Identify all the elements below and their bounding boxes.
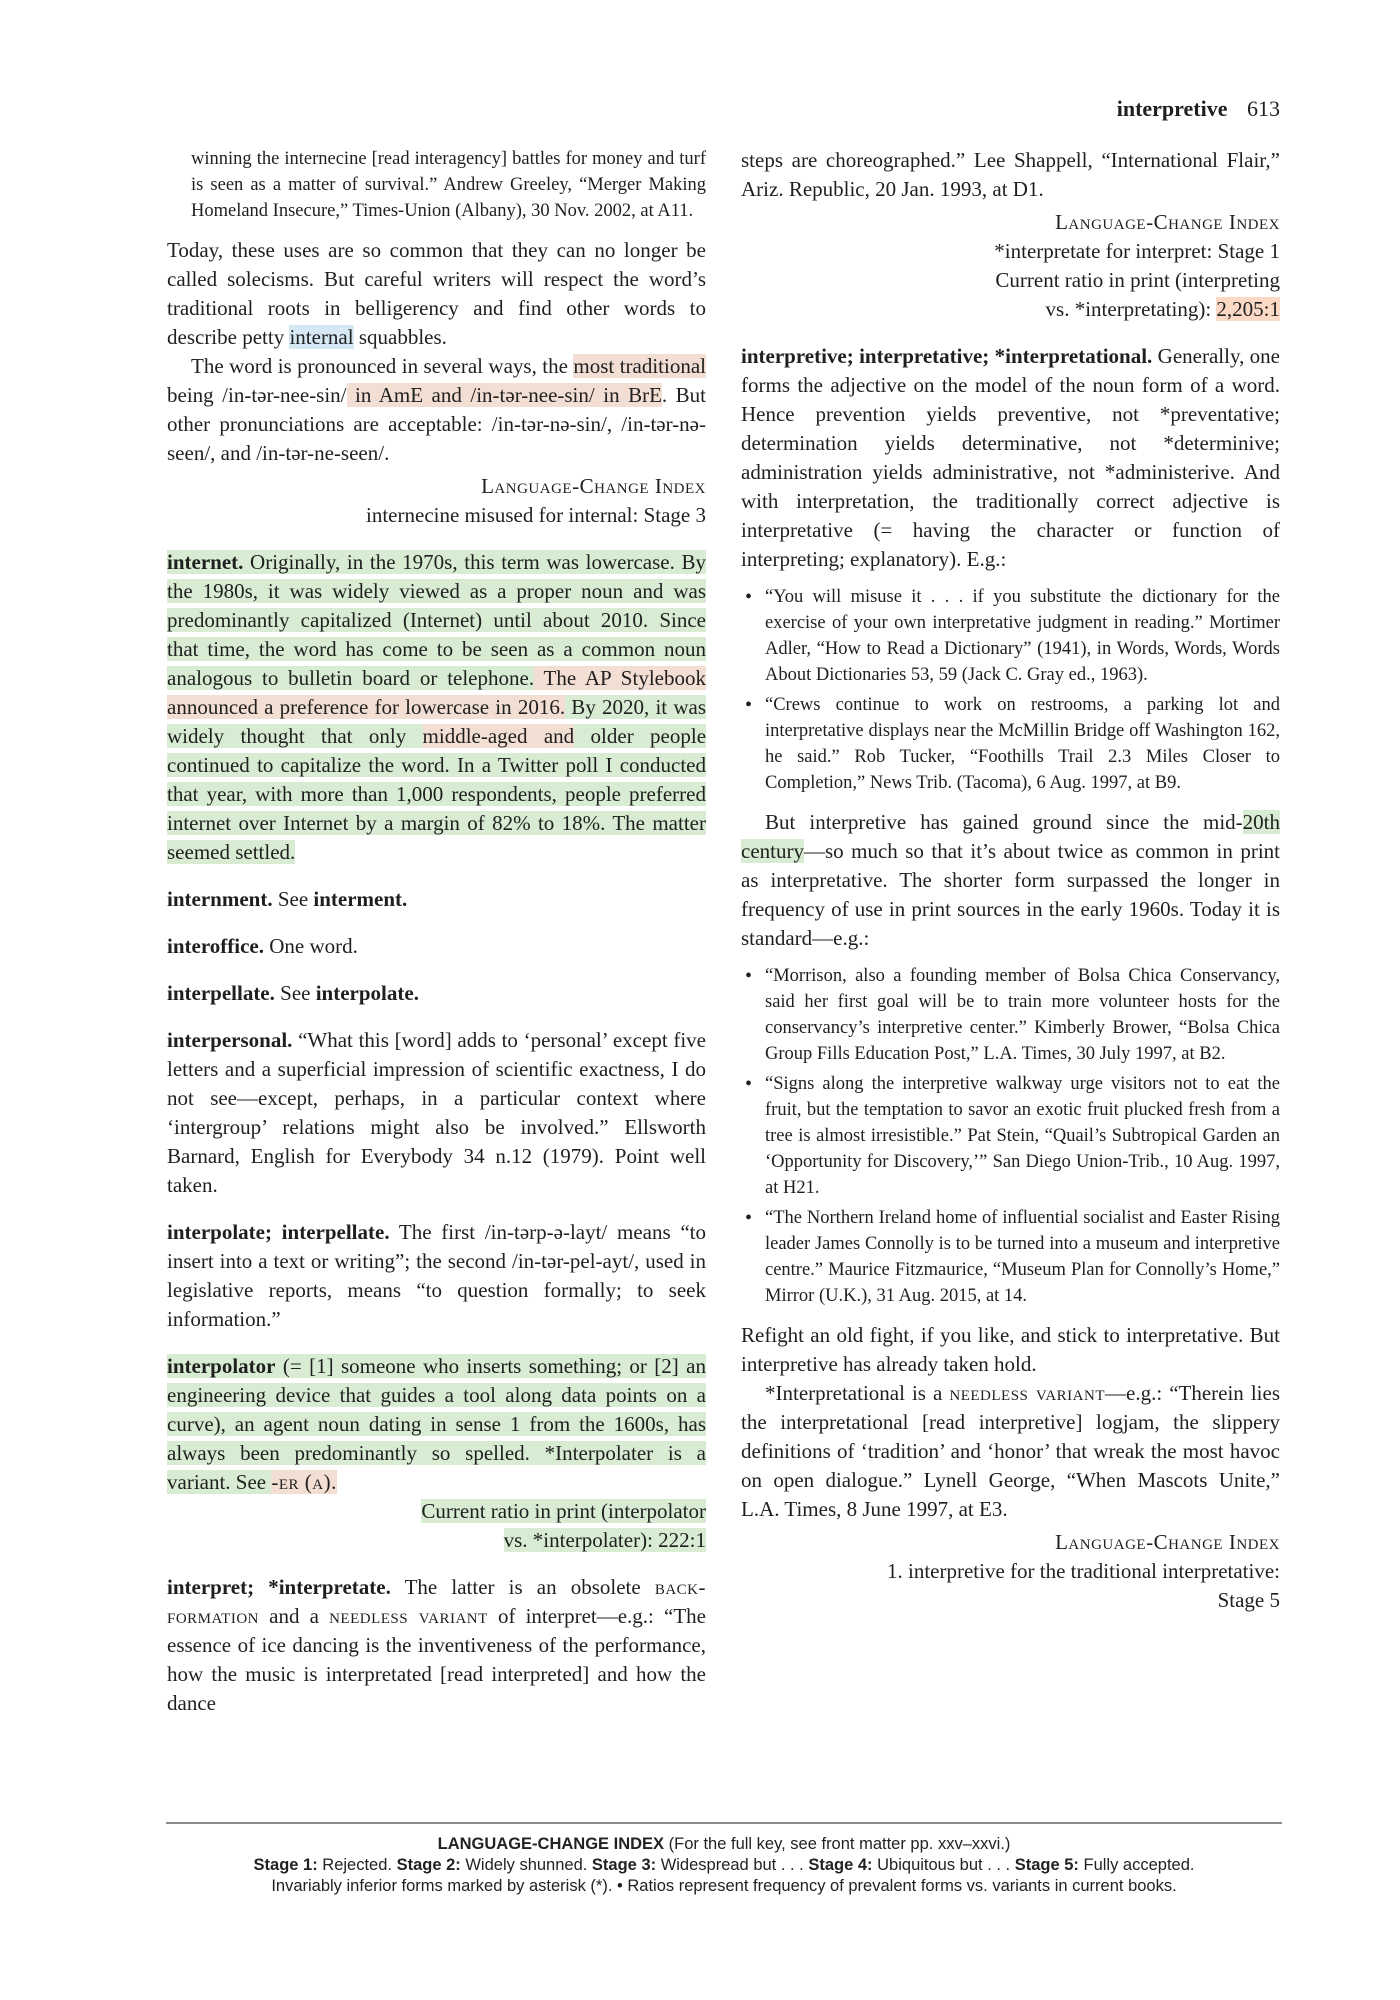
- paragraph-interpretational: *Interpretational is a needless variant—e.g.: “Therein lies the interpretational [read interpretive] logjam, the slippery definitions of ‘tradition’ and ‘honor’ that wreak the most havoc on open dialogue.” Lynell George, “When Mascots Unite,” L.A. Times, 8 June 1997, at E3.: [741, 1381, 1281, 1521]
- running-header: [160, 96, 1280, 126]
- running-headword: interpretive: [1116, 96, 1228, 121]
- paragraph-refight: Refight an old fight, if you like, and stick to interpretative. But interpretive has already taken hold.: [741, 1323, 1280, 1376]
- highlight-ame-bre: in AmE and /in-tər-nee-sin/ in BrE: [346, 383, 662, 407]
- cross-reference-interpolate: interpolate.: [315, 981, 419, 1005]
- paragraph-interpretive-gain: But interpretive has gained ground since the mid-20th century—so much so that it’s about twice as common in print as interpretative. The shorter form surpassed the longer in frequency of use in print sources in the early 1960s. Today it is standard—e.g.:: [741, 810, 1280, 950]
- entry-internment: internment. See interment.: [167, 887, 408, 911]
- entry-interpolate: interpolate; interpellate. The first /in-tərp-ə-layt/ means “to insert into a text or writing”; the second /in-tər-pel-ayt/, used in legislative reports, means “to question formally; to seek information.”: [167, 1220, 707, 1331]
- footer-divider: [166, 1822, 1282, 1824]
- highlight-20th-century: 20th century: [741, 810, 1280, 863]
- cross-reference-back-formation: back-formation: [167, 1575, 706, 1628]
- language-change-index-internecine: Language-Change Index internecine misused for internal: Stage 3: [366, 474, 706, 527]
- entry-interpellate: interpellate. See interpolate.: [167, 981, 419, 1005]
- left-column: [167, 146, 706, 1718]
- list-item: • “Crews continue to work on restrooms, a parking lot and interpretative displays near the McMillin Bridge off Washington 162, he said.” Rob Tucker, “Foothills Trail 2.3 Miles Closer to Completion,” News Trib. (Tacoma), 6 Aug. 1997, at B9.: [741, 692, 1280, 796]
- entry-interpret: interpret; *interpretate. The latter is an obsolete back-formation and a needless variant of interpret—e.g.: “The essence of ice dancing is the inventiveness of the performance, how the music is interpretated [read interpreted] and how the dance: [167, 1575, 706, 1715]
- footer-legend: LANGUAGE-CHANGE INDEX (For the full key, see front matter pp. xxv–xxvi.) Stage 1: Rejected. Stage 2: Widely shunned. Stage 3: Widespread but . . . Stage 4: Ubiquitous but . . . Stage 5: Fully accepted. Invariably inferior forms marked by asterisk (*). • Ratios represent frequency of prevalent forms vs. variants in current books.: [166, 1834, 1282, 1897]
- list-item: • “The Northern Ireland home of influential socialist and Easter Rising leader James Connolly is to be turned into a museum and interpretive centre.” Maurice Fitzmaurice, “Museum Plan for Connolly’s Home,” Mirror (U.K.), 31 Aug. 2015, at 14.: [741, 1205, 1280, 1309]
- ratio-interpolator: Current ratio in print (interpolator vs. *interpolater): 222:1: [421, 1499, 706, 1552]
- cross-reference-interment: interment.: [313, 887, 408, 911]
- entry-interpolator: interpolator (= [1] someone who inserts something; or [2] an engineering device that guides a tool along data points on a curve), an agent noun dating in sense 1 from the 1600s, has always been predominantly so spelled. *Interpolater is a variant. See -er (a).: [167, 1354, 706, 1494]
- list-item: • “You will misuse it . . . if you substitute the dictionary for the exercise of your own interpretative judgment in reading.” Mortimer Adler, “How to Read a Dictionary” (1941), in Words, Words, Words About Dictionaries 53, 59 (Jack C. Gray ed., 1963).: [741, 584, 1280, 688]
- cross-reference-needless-variant: needless variant: [329, 1604, 488, 1628]
- footer-note: Invariably inferior forms marked by asterisk (*). • Ratios represent frequency of prevalent forms vs. variants in current books.: [271, 1877, 1177, 1895]
- right-column: [741, 146, 1280, 1615]
- language-change-index-interpretate: Language-Change Index *interpretate for interpret: Stage 1 Current ratio in print (interpreting vs. *interpretating): 2,205:1: [994, 210, 1280, 321]
- entry-interpretive: interpretive; interpretative; *interpretational. Generally, one forms the adjective on the model of the noun form of a word. Hence prevention yields preventive, not *preventative; determination yields determinative, not *determinive; administration yields administrative, not *administerive. And with interpretation, the traditionally correct adjective is interpretative (= having the character or function of interpreting; explanatory). E.g.:: [741, 344, 1280, 571]
- quote-continuation: steps are choreographed.” Lee Shappell, “International Flair,” Ariz. Republic, 20 Jan. 1993, at D1.: [741, 148, 1280, 201]
- footer-title: LANGUAGE-CHANGE INDEX: [437, 1835, 665, 1853]
- list-item: • “Signs along the interpretive walkway urge visitors not to eat the fruit, but the temptation to savor an exotic fruit plucked fresh from a tree is almost irresistible.” Pat Stein, “Quail’s Subtropical Garden an ‘Opportunity for Discovery,’” San Diego Union-Trib., 10 Aug. 1997, at H21.: [741, 1071, 1280, 1201]
- highlight-internal: internal: [289, 325, 354, 349]
- paragraph-usage: Today, these uses are so common that they can no longer be called solecisms. But careful writers will respect the word’s traditional roots in belligerency and find other words to describe petty internal squabbles.: [167, 238, 706, 349]
- example-list-interpretative: [741, 584, 1280, 796]
- language-change-index-interpretive: Language-Change Index 1. interpretive for the traditional interpretative: Stage 5: [886, 1530, 1280, 1612]
- paragraph-pronunciation: The word is pronounced in several ways, the most traditional being /in-tər-nee-sin/ in AmE and /in-tər-nee-sin/ in BrE. But other pronunciations are acceptable: /in-tər-nə-sin/, /in-tər-nə-seen/, and /in-tər-ne-seen/.: [167, 354, 707, 465]
- entry-interoffice: interoffice. One word.: [167, 934, 358, 958]
- footer-stages: Stage 1: Rejected. Stage 2: Widely shunned. Stage 3: Widespread but . . . Stage 4: Ubiquitous but . . . Stage 5: Fully accepted.: [253, 1856, 1195, 1874]
- cross-reference-er: -er (a).: [271, 1470, 337, 1494]
- entry-internet: internet. Originally, in the 1970s, this term was lowercase. By the 1980s, it was widely viewed as a proper noun and was predominantly capitalized (Internet) until about 2010. Since that time, the word has come to be seen as a common noun analogous to bulletin board or telephone. The AP Stylebook announced a preference for lowercase in 2016. By 2020, it was widely thought that only middle-aged and older people continued to capitalize the word. In a Twitter poll I conducted that year, with more than 1,000 respondents, people preferred internet over Internet by a margin of 82% to 18%. The matter seemed settled.: [167, 550, 707, 864]
- entry-interpersonal: interpersonal. “What this [word] adds to ‘personal’ except five letters and a superficial impression of scientific exactness, I do not see—except, perhaps, in a particular context where ‘intergroup’ relations might also be involved.” Ellsworth Barnard, English for Everybody 34 n.12 (1979). Point well taken.: [167, 1028, 706, 1197]
- highlight-most-traditional: most traditional: [573, 354, 707, 378]
- example-list-interpretive: [741, 963, 1280, 1309]
- highlight-ratio: 2,205:1: [1216, 297, 1280, 321]
- cross-reference-needless-variant-2: needless variant: [949, 1381, 1105, 1405]
- list-item: • “Morrison, also a founding member of Bolsa Chica Conservancy, said her first goal will be to train more volunteer hosts for the conservancy’s interpretive center.” Kimberly Brower, “Bolsa Chica Group Fills Education Post,” L.A. Times, 30 July 1997, at B2.: [741, 963, 1280, 1067]
- quote-greeley: winning the internecine [read interagency] battles for money and turf is seen as a matter of survival.” Andrew Greeley, “Merger Making Homeland Insecure,” Times-Union (Albany), 30 Nov. 2002, at A11.: [191, 149, 706, 221]
- page-number: 613: [1247, 96, 1280, 121]
